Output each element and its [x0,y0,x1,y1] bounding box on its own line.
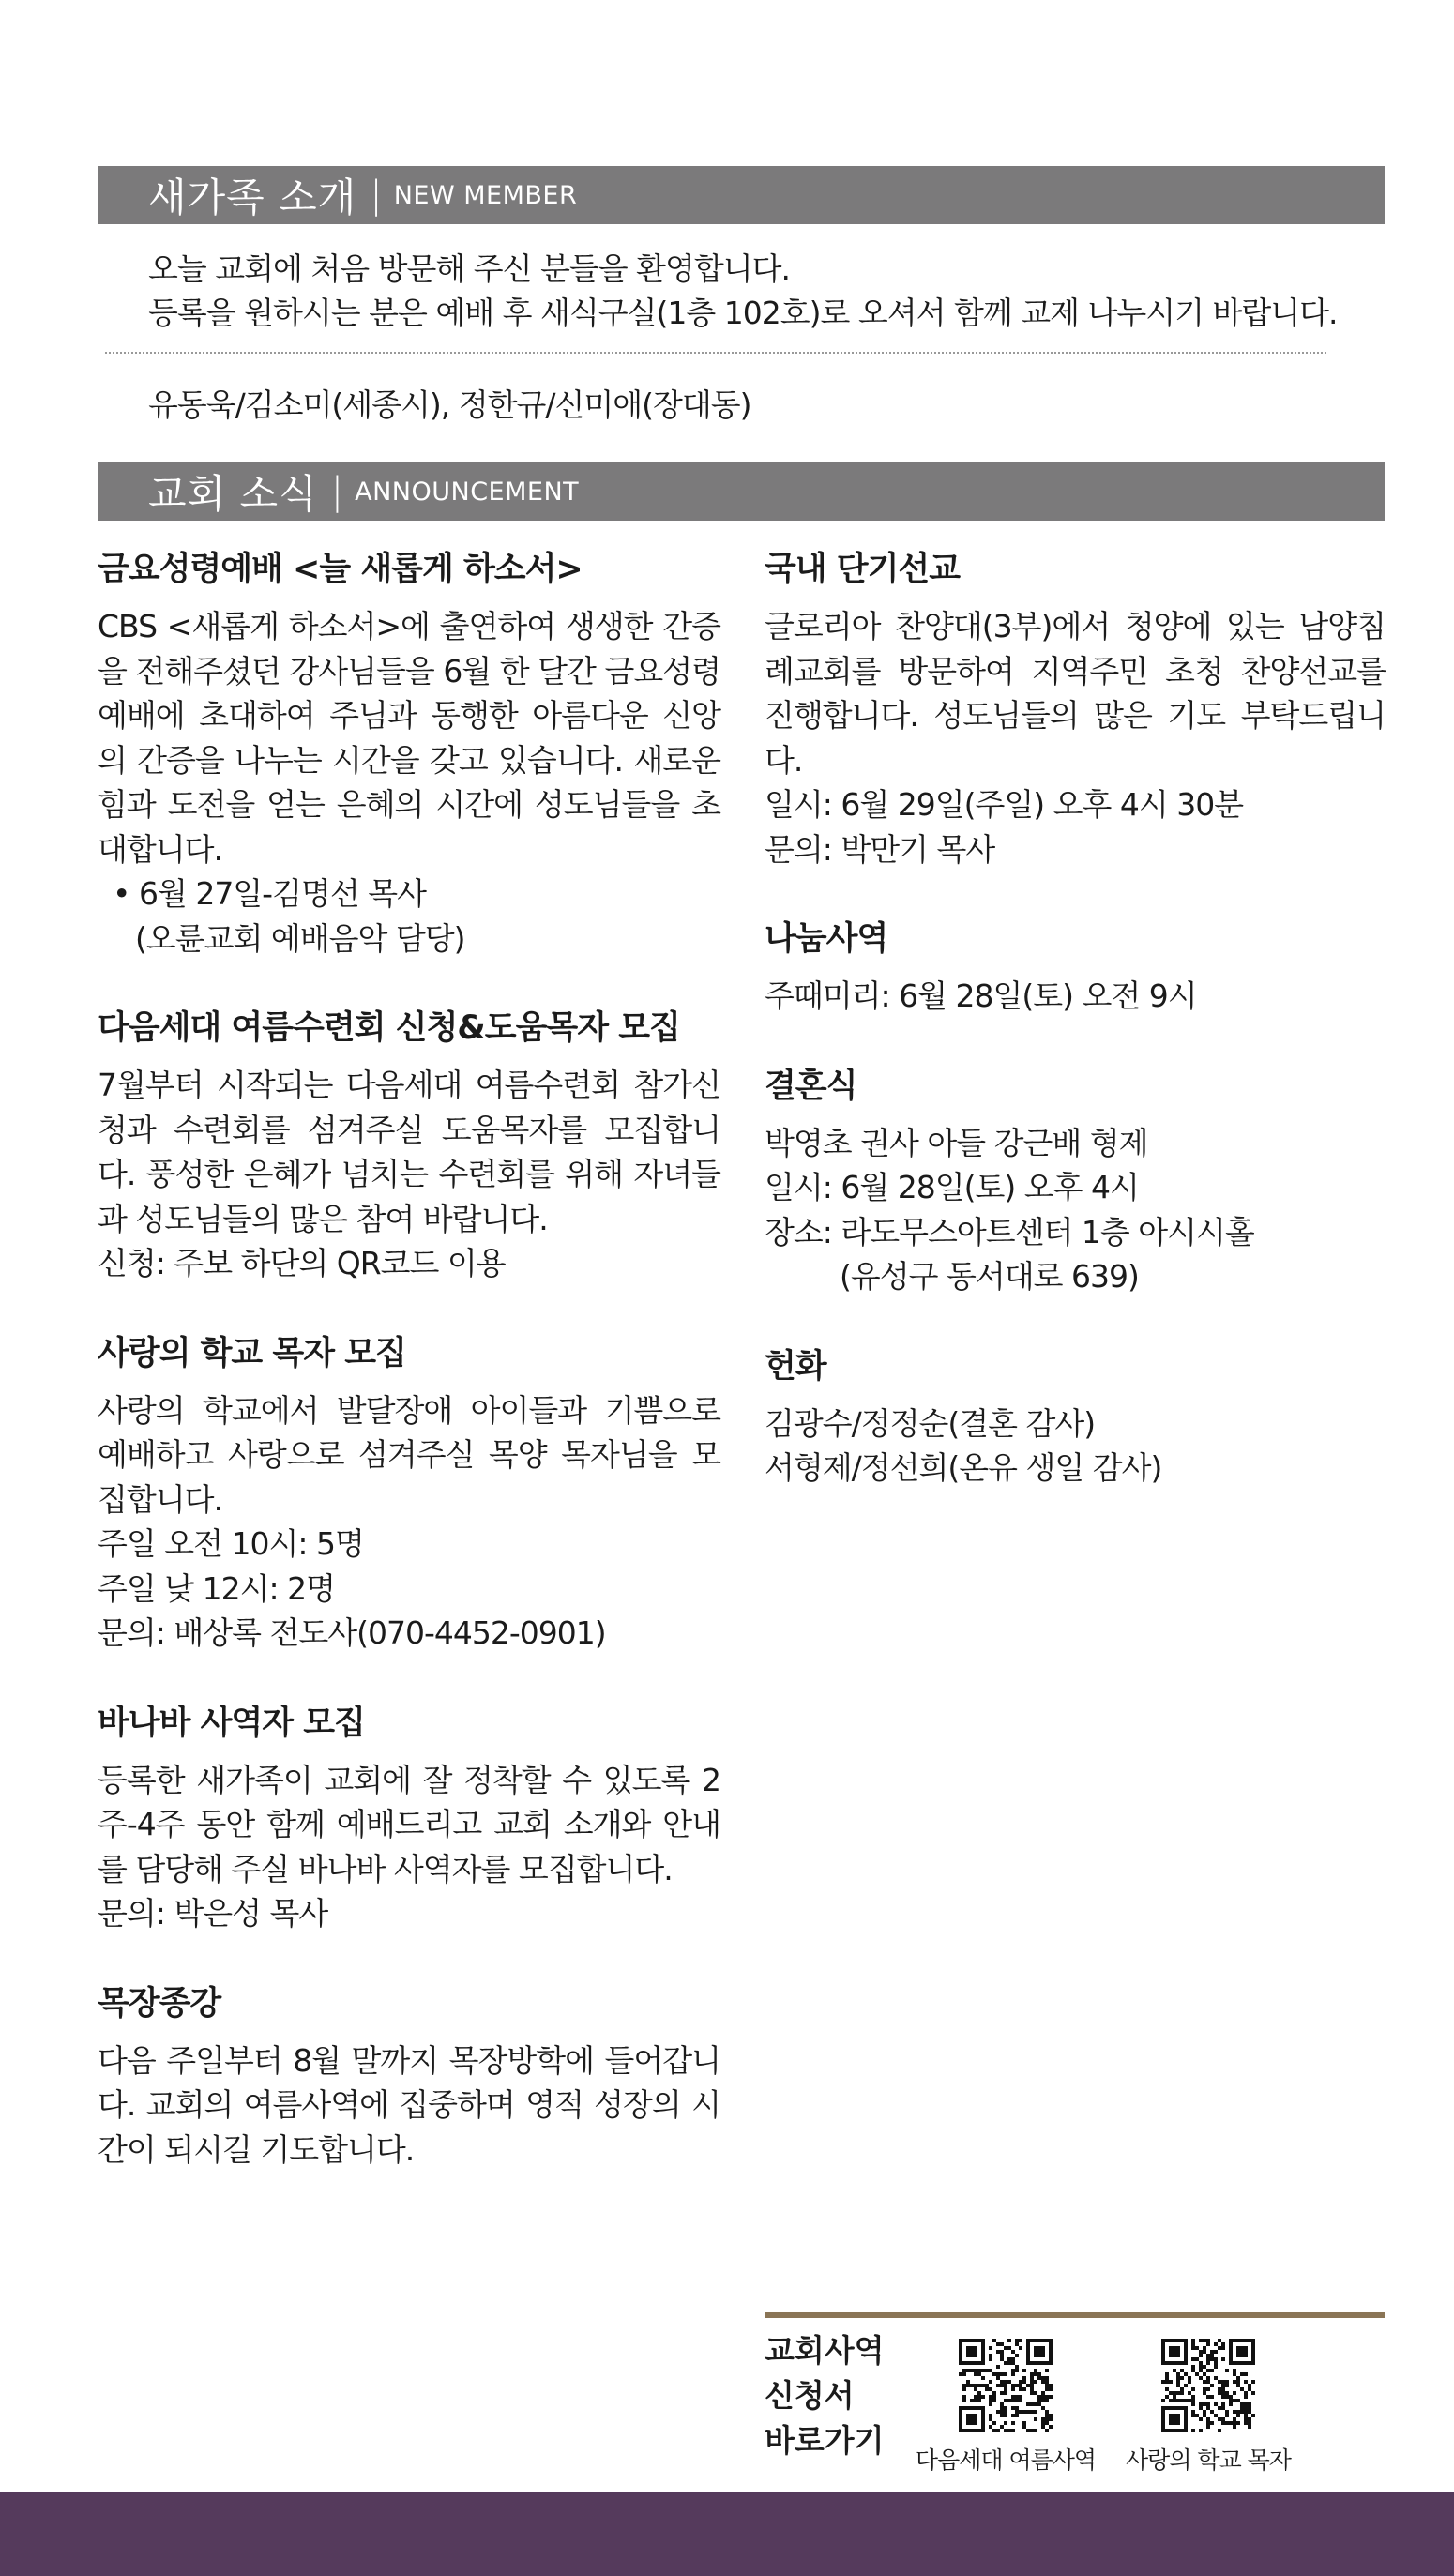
new-member-header [98,166,1385,224]
announcement-title: 교회 소식 [148,471,318,517]
section-line: (유성구 동서대로 639) [840,1258,1139,1295]
announcements-left-column [98,544,720,2214]
footer-rule [765,2312,1385,2318]
section-title: 목장종강 [98,1984,221,2023]
intro-line: 등록을 원하시는 분은 예배 후 새식구실(1층 102호)로 오셔서 함께 교제 나누시기 바랍니다. [148,295,1338,331]
speaker-bullet: • 6월 27일-김명선 목사 [113,875,426,912]
qr-caption-love-school: 사랑의 학교 목자 [1126,2447,1291,2474]
intro-line: 오늘 교회에 처음 방문해 주신 분들을 환영합니다. [148,250,790,287]
section-mokjang-break [98,1978,720,2173]
dotted-divider [105,352,1326,354]
section-title: 바나바 사역자 모집 [98,1704,365,1742]
new-member-title: 새가족 소개 [148,174,357,220]
new-member-names: 유동욱/김소미(세종시), 정한규/신미애(장대동) [148,386,751,423]
footer-label-line: 바로가기 [765,2422,885,2459]
section-line: 신청: 주보 하단의 QR코드 이용 [98,1245,506,1281]
section-line: 문의: 배상록 전도사(070-4452-0901) [98,1614,606,1651]
section-flowers [765,1341,1386,1491]
section-title: 나눔사역 [765,920,888,958]
section-body: 사랑의 학교에서 발달장애 아이들과 기쁨으로 예배하고 사랑으로 섬겨주실 목양 목자님을 모집합니다. [98,1391,720,1518]
section-love-school [98,1328,720,1656]
section-friday-worship [98,544,720,961]
section-title: 국내 단기선교 [765,551,961,588]
section-body: 등록한 새가족이 교회에 잘 정착할 수 있도록 2주-4주 동안 함께 예배드리고 교회 소개와 안내를 담당해 주실 바나바 사역자를 모집합니다. [98,1761,720,1887]
section-title: 결혼식 [765,1067,857,1105]
section-line: 문의: 박은성 목사 [98,1895,328,1932]
new-member-intro [148,247,1337,335]
section-summer-retreat [98,1003,720,1286]
qr-code-icon[interactable] [1161,2339,1255,2432]
new-member-subtitle: NEW MEMBER [393,180,578,210]
announcement-header [98,462,1385,521]
section-body: CBS <새롭게 하소서>에 출연하여 생생한 간증을 전해주셨던 강사님들을 6월 한 달간 금요성령예배에 초대하여 주님과 동행한 아름다운 신앙의 간증을 나누는 시간을 갖고 있습니다. 새로운 힘과 도전을 얻는 은혜의 시간에 성도님들을 초대합니다. [98,608,720,868]
section-barnabas [98,1698,720,1936]
section-wedding [765,1061,1386,1299]
section-line: 김광수/정정순(결혼 감사) [765,1404,1096,1442]
announcements-right-column [765,544,1386,1533]
announcement-subtitle: ANNOUNCEMENT [355,477,580,507]
section-title: 헌화 [765,1347,826,1386]
section-body: 글로리아 찬양대(3부)에서 청양에 있는 남양침례교회를 방문하여 지역주민 초청 찬양선교를 진행합니다. 성도님들의 많은 기도 부탁드립니다. [765,608,1386,779]
section-title: 금요성령예배 <늘 새롭게 하소서> [98,551,583,588]
qr-code-icon[interactable] [959,2339,1053,2432]
section-line: 주일 오전 10시: 5명 [98,1525,364,1562]
section-line: 주때미리: 6월 28일(토) 오전 9시 [765,977,1197,1014]
bottom-band [0,2492,1454,2576]
section-body: 7월부터 시작되는 다음세대 여름수련회 참가신청과 수련회를 섬겨주실 도움목자를 모집합니다. 풍성한 은혜가 넘치는 수련회를 위해 자녀들과 성도님들의 많은 참여 바랍니다. [98,1067,720,1237]
section-line: 박영초 권사 아들 강근배 형제 [765,1124,1148,1161]
section-title: 다음세대 여름수련회 신청&도움목자 모집 [98,1009,680,1047]
qr-caption-summer-ministry: 다음세대 여름사역 [915,2447,1097,2474]
footer-label-line: 교회사역 [765,2332,885,2369]
section-sharing [765,914,1386,1019]
section-domestic-mission [765,544,1386,871]
footer-label-line: 신청서 [765,2377,855,2414]
section-body: 다음 주일부터 8월 말까지 목장방학에 들어갑니다. 교회의 여름사역에 집중하며 영적 성장의 시간이 되시길 기도합니다. [98,2041,720,2168]
speaker-role: (오륜교회 예배음악 담당) [135,919,465,957]
section-line: 문의: 박만기 목사 [765,830,995,868]
section-title: 사랑의 학교 목자 모집 [98,1334,406,1372]
header-separator: | [330,470,344,513]
header-separator: | [370,174,383,217]
section-line: 일시: 6월 29일(주일) 오후 4시 30분 [765,786,1244,823]
section-line: 장소: 라도무스아트센터 1층 아시시홀 [765,1213,1254,1250]
section-line: 서형제/정선희(온유 생일 감사) [765,1449,1162,1486]
section-line: 주일 낮 12시: 2명 [98,1569,335,1607]
footer-label [765,2328,885,2463]
section-line: 일시: 6월 28일(토) 오후 4시 [765,1169,1139,1205]
